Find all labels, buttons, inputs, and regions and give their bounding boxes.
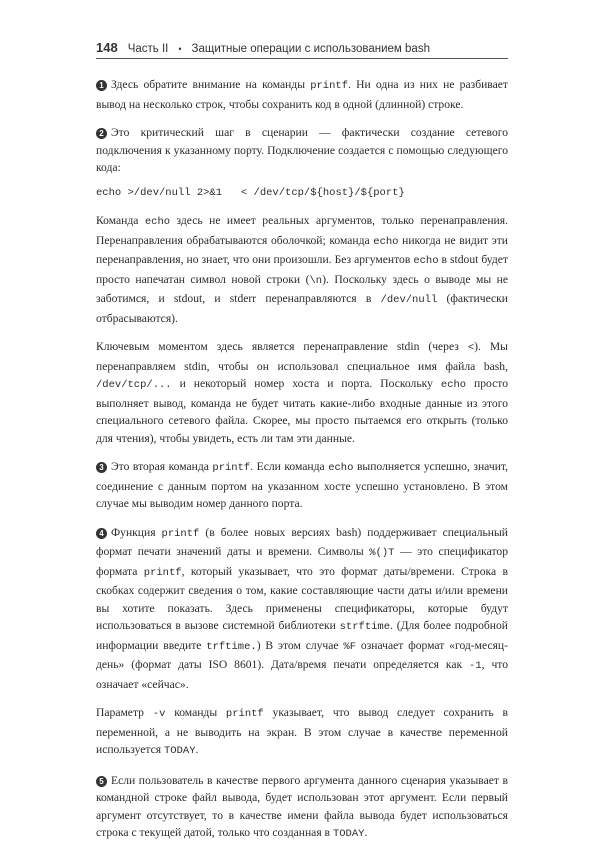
paragraph-note-3 (96, 458, 508, 513)
inline-code: TODAY (163, 745, 196, 757)
inline-code: < (467, 342, 475, 354)
inline-code: \n (309, 274, 323, 287)
inline-code: echo (328, 462, 354, 474)
text-run: никогда не видит эти перенаправления, но знает, что они произошли. Без аргументов (96, 233, 508, 266)
text-run: — это спецификатор формата (96, 545, 508, 578)
callout-marker-2: 2 (96, 128, 107, 139)
header-separator: • (178, 44, 182, 54)
callout-marker-1: 1 (96, 80, 107, 91)
text-run: Если пользователь в качестве первого аргумента данного сценария указывает в командной строке файл вывода, будет использован этот аргумент. Если первый аргумент отсутствует, то в качестве имени файла вывода будет использоваться строка с текущей датой, только что созданная в (96, 773, 508, 839)
text-run: ). Поскольку здесь о выводе мы не заботимся, и stdout, и stderr перенаправляются в (96, 272, 509, 305)
inline-code: /dev/tcp/... (96, 379, 172, 391)
paragraph-note-4 (96, 524, 508, 694)
text-run: ) В этом случае (256, 638, 344, 652)
callout-marker-3: 3 (96, 462, 107, 473)
running-header (96, 40, 508, 55)
text-run: в stdout будет просто напечатан символ новой строки ( (96, 253, 508, 286)
text-run: (в более новых версиях bash) поддерживает специальный формат печати значений даты и времени. Символы (96, 525, 508, 558)
text-run: Здесь обратите внимание на команды (111, 78, 311, 91)
paragraph-note-2 (96, 124, 508, 177)
page-number: 148 (96, 40, 118, 55)
inline-code: echo (413, 255, 439, 267)
callout-marker-4: 4 (96, 528, 107, 539)
page-body (96, 76, 508, 855)
inline-code: printf (143, 566, 182, 579)
paragraph-echo-explanation (96, 212, 508, 327)
text-run: Команда (96, 214, 145, 227)
callout-marker-5: 5 (96, 776, 107, 787)
inline-code: %()T (369, 547, 395, 559)
inline-code: strftime (339, 621, 391, 633)
text-run: просто выполняет вывод, команда не будет читать какие-либо входные данные из этого специального сетевого файла. Скорее, мы просто пытаемся его открыть (только для чтения), чтобы увидеть, есть ли там эти данные. (96, 377, 508, 445)
text-run: . (Для более подробной информации введите (96, 619, 508, 652)
text-run: ). Мы перенаправляем stdin, чтобы он использовал специальное имя файла bash, (96, 340, 508, 373)
inline-code: echo (144, 216, 171, 228)
paragraph-note-5 (96, 772, 508, 844)
text-run: Функция (111, 525, 162, 539)
text-run: Это вторая команда (111, 460, 213, 473)
inline-code: printf (161, 527, 200, 540)
text-run: , который указывает, что это формат даты/времени. Строка в скобках содержит сведения о том, какие составляющие части даты и/или времени вы хотите показать. Здесь применены спецификаторы, которые будут использоваться в вызове системной библиотеки (96, 564, 508, 632)
inline-code: /dev/null (380, 294, 438, 306)
inline-code: printf (212, 462, 251, 474)
inline-code: trftime. (206, 640, 257, 653)
code-block: echo >/dev/null 2>&1 < /dev/tcp/${host}/${port} (96, 186, 405, 199)
inline-code: printf (310, 80, 348, 92)
text-run: . Если команда (250, 460, 329, 473)
paragraph-note-1 (96, 76, 508, 113)
text-run: означает формат «год-месяц-день» (формат даты ISO 8601). Дата/время печати определяется как (96, 638, 508, 671)
text-run: (фактически отбрасываются). (96, 292, 508, 325)
text-run: команды (165, 706, 226, 719)
inline-code: printf (225, 708, 264, 720)
inline-code: TODAY (332, 828, 365, 840)
paragraph-stdin-explanation (96, 338, 508, 447)
inline-code: -1 (469, 660, 482, 672)
header-rule (96, 58, 508, 59)
text-run: здесь не имеет реальных аргументов, только перенаправления. Перенаправления обрабатываются оболочкой; команда (96, 214, 508, 247)
part-label: Часть II (127, 43, 169, 55)
chapter-title: Защитные операции с использованием bash (191, 43, 430, 55)
text-run: Ключевым моментом здесь является перенаправление stdin (через (96, 340, 468, 353)
paragraph-v-option (96, 704, 508, 761)
text-run: . (195, 743, 199, 756)
text-run: . (364, 826, 368, 839)
text-run: указывает, что вывод следует сохранить в переменной, а не выводить на экран. В этом случае в качестве переменной используется (96, 706, 508, 756)
text-run: Это критический шаг в сценарии — фактически создание сетевого подключения к указанному порту. Подключение создается с помощью следующего кода: (96, 126, 508, 174)
inline-code: %F (343, 640, 357, 653)
inline-code: echo (373, 235, 399, 248)
inline-code: -v (152, 708, 166, 720)
text-run: Параметр (96, 706, 153, 719)
text-run: , что означает «сейчас». (96, 658, 508, 691)
text-run: выполняется успешно, значит, соединение с данным портом на указанном хосте успешно установлено. В этом случае мы выводим номер данного порта. (96, 460, 508, 510)
text-run: . Ни одна из них не разбивает вывод на несколько строк, чтобы сохранить код в одной (длинной) строке. (96, 78, 508, 111)
text-run: и некоторый номер хоста и порта. Поскольку (171, 377, 441, 390)
inline-code: echo (440, 379, 467, 391)
